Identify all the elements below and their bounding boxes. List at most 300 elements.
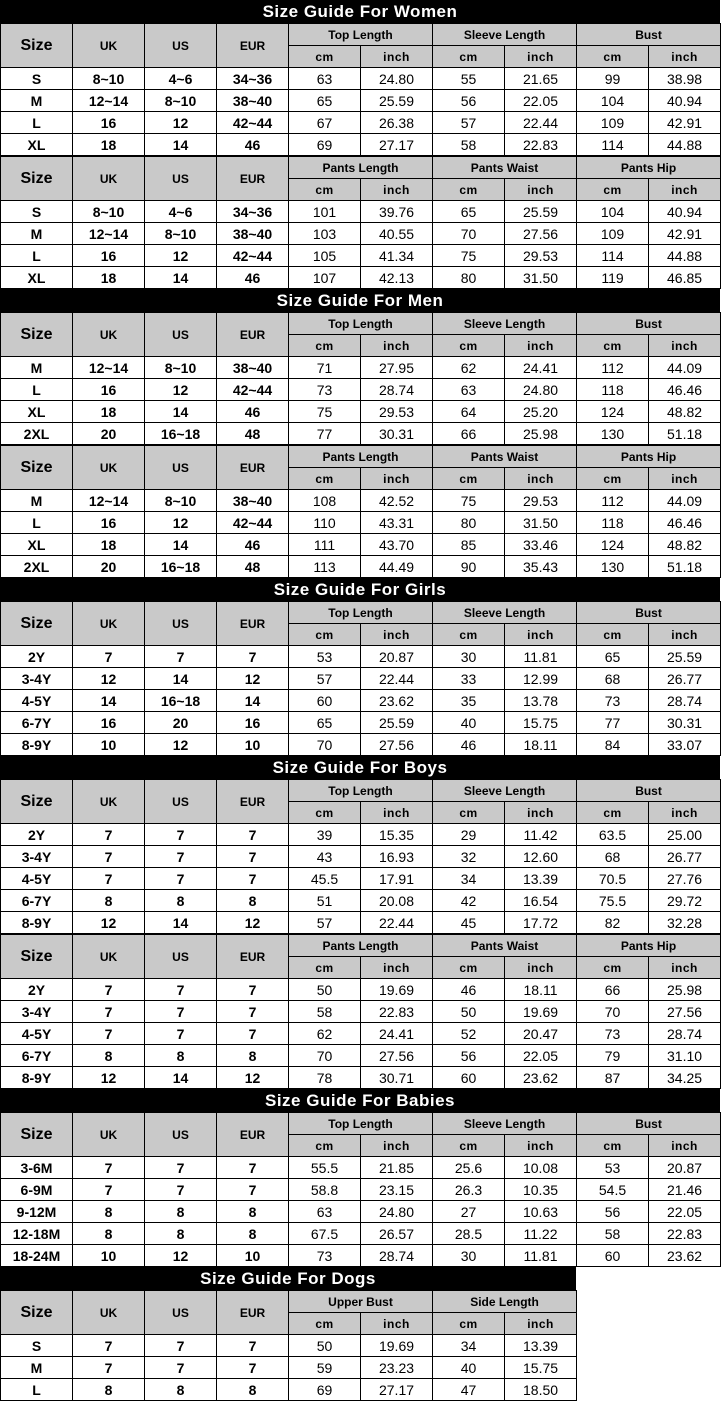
region-size-cell: 7 (145, 1157, 217, 1179)
table-row (1, 890, 721, 912)
region-size-cell: 10 (217, 734, 289, 756)
unit-header: inch (361, 335, 433, 357)
unit-header: cm (433, 624, 505, 646)
region-size-cell: 8 (217, 1223, 289, 1245)
measure-group-header: Sleeve Length (433, 602, 577, 624)
size-header: Size (1, 935, 73, 979)
measurement-cell: 16.54 (505, 890, 577, 912)
measurement-cell: 58.8 (289, 1179, 361, 1201)
size-label: XL (1, 534, 73, 556)
measurement-cell: 114 (577, 245, 649, 267)
table-row (1, 1379, 577, 1401)
region-size-cell: 14 (145, 1067, 217, 1089)
region-size-cell: 18 (73, 401, 145, 423)
measurement-cell: 46.46 (649, 512, 721, 534)
region-size-cell: 7 (73, 1023, 145, 1045)
uk-header: UK (73, 24, 145, 68)
measurement-cell: 40 (433, 1357, 505, 1379)
measurement-cell: 34.25 (649, 1067, 721, 1089)
size-table (0, 934, 721, 1089)
region-size-cell: 7 (145, 1179, 217, 1201)
size-table (0, 779, 721, 934)
measurement-cell: 22.44 (361, 668, 433, 690)
unit-header: inch (505, 46, 577, 68)
unit-header: inch (361, 46, 433, 68)
measurement-cell: 32.28 (649, 912, 721, 934)
measurement-cell: 45 (433, 912, 505, 934)
eur-header: EUR (217, 157, 289, 201)
measurement-cell: 63 (289, 1201, 361, 1223)
measurement-cell: 58 (433, 134, 505, 156)
size-label: 4-5Y (1, 868, 73, 890)
size-header: Size (1, 1113, 73, 1157)
measurement-cell: 11.81 (505, 1245, 577, 1267)
measurement-cell: 110 (289, 512, 361, 534)
measurement-cell: 27.17 (361, 1379, 433, 1401)
measurement-cell: 40.94 (649, 90, 721, 112)
unit-header: cm (577, 802, 649, 824)
region-size-cell: 7 (73, 1357, 145, 1379)
measurement-cell: 20.47 (505, 1023, 577, 1045)
measurement-cell: 70.5 (577, 868, 649, 890)
region-size-cell: 48 (217, 556, 289, 578)
size-header: Size (1, 602, 73, 646)
region-size-cell: 16 (73, 245, 145, 267)
table-row (1, 668, 721, 690)
measurement-cell: 40.94 (649, 201, 721, 223)
region-size-cell: 7 (73, 824, 145, 846)
measurement-cell: 32 (433, 846, 505, 868)
measurement-cell: 62 (289, 1023, 361, 1045)
measurement-cell: 40 (433, 712, 505, 734)
unit-header: cm (433, 1135, 505, 1157)
measure-group-header: Pants Waist (433, 446, 577, 468)
size-table (0, 601, 721, 756)
measure-group-header: Bust (577, 313, 721, 335)
measurement-cell: 15.35 (361, 824, 433, 846)
region-size-cell: 38~40 (217, 490, 289, 512)
us-header: US (145, 780, 217, 824)
size-label: 12-18M (1, 1223, 73, 1245)
region-size-cell: 16 (73, 379, 145, 401)
measurement-cell: 26.57 (361, 1223, 433, 1245)
measurement-cell: 39 (289, 824, 361, 846)
measurement-cell: 22.83 (649, 1223, 721, 1245)
measurement-cell: 58 (577, 1223, 649, 1245)
measurement-cell: 25.98 (505, 423, 577, 445)
table-row (1, 1179, 721, 1201)
measurement-cell: 25.20 (505, 401, 577, 423)
region-size-cell: 12 (145, 1245, 217, 1267)
measurement-cell: 35.43 (505, 556, 577, 578)
region-size-cell: 7 (145, 1023, 217, 1045)
measurement-cell: 90 (433, 556, 505, 578)
measurement-cell: 28.5 (433, 1223, 505, 1245)
size-label: M (1, 490, 73, 512)
measurement-cell: 44.09 (649, 490, 721, 512)
measurement-cell: 109 (577, 223, 649, 245)
region-size-cell: 7 (217, 868, 289, 890)
region-size-cell: 7 (217, 1023, 289, 1045)
measurement-cell: 33.07 (649, 734, 721, 756)
measurement-cell: 58 (289, 1001, 361, 1023)
region-size-cell: 4~6 (145, 201, 217, 223)
measurement-cell: 25.98 (649, 979, 721, 1001)
measurement-cell: 52 (433, 1023, 505, 1045)
region-size-cell: 42~44 (217, 112, 289, 134)
measurement-cell: 34 (433, 1335, 505, 1357)
region-size-cell: 8 (73, 1045, 145, 1067)
measurement-cell: 67 (289, 112, 361, 134)
size-header: Size (1, 313, 73, 357)
table-row (1, 423, 721, 445)
measurement-cell: 10.63 (505, 1201, 577, 1223)
measure-group-header: Pants Length (289, 935, 433, 957)
region-size-cell: 8 (73, 1201, 145, 1223)
size-header: Size (1, 446, 73, 490)
measurement-cell: 11.22 (505, 1223, 577, 1245)
region-size-cell: 14 (145, 912, 217, 934)
measurement-cell: 24.80 (505, 379, 577, 401)
region-size-cell: 16 (73, 112, 145, 134)
size-label: S (1, 201, 73, 223)
measurement-cell: 60 (433, 1067, 505, 1089)
table-row (1, 201, 721, 223)
region-size-cell: 16~18 (145, 690, 217, 712)
measurement-cell: 75 (433, 245, 505, 267)
size-label: 3-6M (1, 1157, 73, 1179)
unit-header: cm (433, 1313, 505, 1335)
measurement-cell: 18.11 (505, 979, 577, 1001)
unit-header: cm (577, 335, 649, 357)
region-size-cell: 46 (217, 401, 289, 423)
table-row (1, 1157, 721, 1179)
size-label: XL (1, 267, 73, 289)
measurement-cell: 23.23 (361, 1357, 433, 1379)
size-table (0, 156, 721, 289)
measurement-cell: 23.62 (361, 690, 433, 712)
region-size-cell: 8 (145, 1201, 217, 1223)
unit-header: inch (505, 802, 577, 824)
measurement-cell: 16.93 (361, 846, 433, 868)
measurement-cell: 60 (289, 690, 361, 712)
size-label: 6-7Y (1, 890, 73, 912)
measurement-cell: 31.50 (505, 267, 577, 289)
unit-header: inch (649, 802, 721, 824)
us-header: US (145, 602, 217, 646)
region-size-cell: 7 (217, 979, 289, 1001)
table-row (1, 512, 721, 534)
table-row (1, 68, 721, 90)
unit-header: inch (649, 335, 721, 357)
region-size-cell: 12 (145, 512, 217, 534)
measurement-cell: 70 (289, 1045, 361, 1067)
measurement-cell: 73 (289, 379, 361, 401)
size-table (0, 1112, 721, 1267)
unit-header: cm (577, 179, 649, 201)
measurement-cell: 51.18 (649, 556, 721, 578)
measurement-cell: 66 (577, 979, 649, 1001)
region-size-cell: 8~10 (145, 90, 217, 112)
region-size-cell: 7 (73, 1001, 145, 1023)
measurement-cell: 46.46 (649, 379, 721, 401)
us-header: US (145, 935, 217, 979)
table-row (1, 401, 721, 423)
measurement-cell: 20.08 (361, 890, 433, 912)
measurement-cell: 63 (289, 68, 361, 90)
uk-header: UK (73, 1291, 145, 1335)
size-label: M (1, 1357, 73, 1379)
measurement-cell: 65 (289, 712, 361, 734)
uk-header: UK (73, 935, 145, 979)
region-size-cell: 12 (217, 1067, 289, 1089)
measurement-cell: 104 (577, 201, 649, 223)
size-header: Size (1, 780, 73, 824)
measurement-cell: 21.85 (361, 1157, 433, 1179)
region-size-cell: 7 (217, 824, 289, 846)
measurement-cell: 21.65 (505, 68, 577, 90)
measurement-cell: 28.74 (361, 1245, 433, 1267)
measurement-cell: 69 (289, 134, 361, 156)
region-size-cell: 8 (217, 1045, 289, 1067)
measurement-cell: 124 (577, 401, 649, 423)
region-size-cell: 12~14 (73, 490, 145, 512)
size-header: Size (1, 1291, 73, 1335)
measurement-cell: 30 (433, 646, 505, 668)
measure-group-header: Upper Bust (289, 1291, 433, 1313)
size-label: 2XL (1, 423, 73, 445)
measurement-cell: 27.56 (361, 1045, 433, 1067)
region-size-cell: 14 (217, 690, 289, 712)
us-header: US (145, 1113, 217, 1157)
unit-header: cm (289, 957, 361, 979)
measurement-cell: 44.88 (649, 134, 721, 156)
measure-group-header: Bust (577, 780, 721, 802)
measure-group-header: Bust (577, 602, 721, 624)
region-size-cell: 14 (73, 690, 145, 712)
region-size-cell: 38~40 (217, 90, 289, 112)
region-size-cell: 14 (145, 134, 217, 156)
region-size-cell: 18 (73, 267, 145, 289)
eur-header: EUR (217, 1113, 289, 1157)
unit-header: cm (577, 1135, 649, 1157)
measurement-cell: 27.76 (649, 868, 721, 890)
section-title: Size Guide For Babies (0, 1089, 720, 1112)
unit-header: cm (433, 46, 505, 68)
size-label: 9-12M (1, 1201, 73, 1223)
measurement-cell: 50 (289, 979, 361, 1001)
measurement-cell: 77 (289, 423, 361, 445)
measurement-cell: 10.08 (505, 1157, 577, 1179)
size-label: 3-4Y (1, 1001, 73, 1023)
measurement-cell: 47 (433, 1379, 505, 1401)
measurement-cell: 80 (433, 267, 505, 289)
unit-header: inch (505, 957, 577, 979)
measurement-cell: 44.49 (361, 556, 433, 578)
measurement-cell: 51.18 (649, 423, 721, 445)
size-label: 6-9M (1, 1179, 73, 1201)
measurement-cell: 119 (577, 267, 649, 289)
measurement-cell: 70 (577, 1001, 649, 1023)
measurement-cell: 55.5 (289, 1157, 361, 1179)
us-header: US (145, 313, 217, 357)
table-row (1, 245, 721, 267)
table-row (1, 556, 721, 578)
region-size-cell: 7 (73, 1179, 145, 1201)
measurement-cell: 57 (433, 112, 505, 134)
region-size-cell: 18 (73, 534, 145, 556)
eur-header: EUR (217, 313, 289, 357)
region-size-cell: 12~14 (73, 90, 145, 112)
size-guide-section (0, 1267, 720, 1401)
region-size-cell: 7 (73, 979, 145, 1001)
table-row (1, 712, 721, 734)
region-size-cell: 7 (217, 1335, 289, 1357)
unit-header: cm (289, 624, 361, 646)
measurement-cell: 55 (433, 68, 505, 90)
uk-header: UK (73, 780, 145, 824)
measurement-cell: 108 (289, 490, 361, 512)
unit-header: cm (289, 1135, 361, 1157)
measurement-cell: 20.87 (649, 1157, 721, 1179)
table-row (1, 1001, 721, 1023)
measure-group-header: Pants Waist (433, 935, 577, 957)
unit-header: cm (433, 179, 505, 201)
unit-header: inch (361, 1135, 433, 1157)
measurement-cell: 46 (433, 979, 505, 1001)
table-row (1, 1201, 721, 1223)
region-size-cell: 7 (145, 846, 217, 868)
measure-group-header: Bust (577, 1113, 721, 1135)
measurement-cell: 80 (433, 512, 505, 534)
region-size-cell: 14 (145, 534, 217, 556)
measurement-cell: 118 (577, 379, 649, 401)
measurement-cell: 130 (577, 556, 649, 578)
measurement-cell: 56 (433, 1045, 505, 1067)
region-size-cell: 8 (145, 890, 217, 912)
measurement-cell: 101 (289, 201, 361, 223)
region-size-cell: 7 (73, 868, 145, 890)
measurement-cell: 15.75 (505, 712, 577, 734)
measurement-cell: 26.38 (361, 112, 433, 134)
table-row (1, 357, 721, 379)
table-row (1, 267, 721, 289)
unit-header: inch (361, 802, 433, 824)
measurement-cell: 84 (577, 734, 649, 756)
measurement-cell: 19.69 (505, 1001, 577, 1023)
region-size-cell: 14 (145, 267, 217, 289)
measure-group-header: Pants Length (289, 157, 433, 179)
us-header: US (145, 157, 217, 201)
region-size-cell: 8 (217, 1379, 289, 1401)
eur-header: EUR (217, 602, 289, 646)
size-table (0, 445, 721, 578)
measurement-cell: 11.42 (505, 824, 577, 846)
measurement-cell: 21.46 (649, 1179, 721, 1201)
section-title: Size Guide For Girls (0, 578, 720, 601)
unit-header: cm (289, 468, 361, 490)
region-size-cell: 16~18 (145, 556, 217, 578)
measure-group-header: Sleeve Length (433, 1113, 577, 1135)
measurement-cell: 26.3 (433, 1179, 505, 1201)
measurement-cell: 43.70 (361, 534, 433, 556)
measurement-cell: 56 (433, 90, 505, 112)
unit-header: inch (361, 624, 433, 646)
measurement-cell: 20.87 (361, 646, 433, 668)
measurement-cell: 25.59 (649, 646, 721, 668)
size-label: 18-24M (1, 1245, 73, 1267)
region-size-cell: 7 (145, 1357, 217, 1379)
measurement-cell: 22.05 (505, 90, 577, 112)
measurement-cell: 27.17 (361, 134, 433, 156)
unit-header: inch (361, 1313, 433, 1335)
measurement-cell: 104 (577, 90, 649, 112)
measurement-cell: 111 (289, 534, 361, 556)
measurement-cell: 12.99 (505, 668, 577, 690)
size-label: 3-4Y (1, 668, 73, 690)
region-size-cell: 38~40 (217, 357, 289, 379)
size-label: M (1, 223, 73, 245)
measure-group-header: Top Length (289, 313, 433, 335)
measurement-cell: 66 (433, 423, 505, 445)
measurement-cell: 70 (433, 223, 505, 245)
measurement-cell: 33 (433, 668, 505, 690)
measurement-cell: 43.31 (361, 512, 433, 534)
section-title: Size Guide For Women (0, 0, 720, 23)
region-size-cell: 12~14 (73, 223, 145, 245)
size-label: S (1, 1335, 73, 1357)
table-row (1, 112, 721, 134)
unit-header: inch (649, 1135, 721, 1157)
measurement-cell: 30.31 (361, 423, 433, 445)
measurement-cell: 23.62 (505, 1067, 577, 1089)
measurement-cell: 13.39 (505, 1335, 577, 1357)
eur-header: EUR (217, 1291, 289, 1335)
measurement-cell: 12.60 (505, 846, 577, 868)
measure-group-header: Bust (577, 24, 721, 46)
region-size-cell: 14 (145, 668, 217, 690)
measurement-cell: 27.95 (361, 357, 433, 379)
measurement-cell: 13.39 (505, 868, 577, 890)
measurement-cell: 17.72 (505, 912, 577, 934)
measurement-cell: 118 (577, 512, 649, 534)
unit-header: inch (361, 957, 433, 979)
unit-header: inch (361, 468, 433, 490)
region-size-cell: 20 (73, 556, 145, 578)
measurement-cell: 25.59 (505, 201, 577, 223)
size-label: 6-7Y (1, 712, 73, 734)
measure-group-header: Pants Hip (577, 157, 721, 179)
measurement-cell: 42.91 (649, 112, 721, 134)
region-size-cell: 16 (73, 512, 145, 534)
uk-header: UK (73, 313, 145, 357)
region-size-cell: 7 (145, 1335, 217, 1357)
measure-group-header: Top Length (289, 24, 433, 46)
measurement-cell: 124 (577, 534, 649, 556)
measurement-cell: 82 (577, 912, 649, 934)
region-size-cell: 12 (145, 379, 217, 401)
measurement-cell: 130 (577, 423, 649, 445)
measurement-cell: 57 (289, 668, 361, 690)
table-row (1, 824, 721, 846)
eur-header: EUR (217, 780, 289, 824)
measurement-cell: 87 (577, 1067, 649, 1089)
table-row (1, 534, 721, 556)
region-size-cell: 7 (217, 1157, 289, 1179)
measurement-cell: 23.62 (649, 1245, 721, 1267)
measurement-cell: 75 (289, 401, 361, 423)
measurement-cell: 28.74 (649, 1023, 721, 1045)
